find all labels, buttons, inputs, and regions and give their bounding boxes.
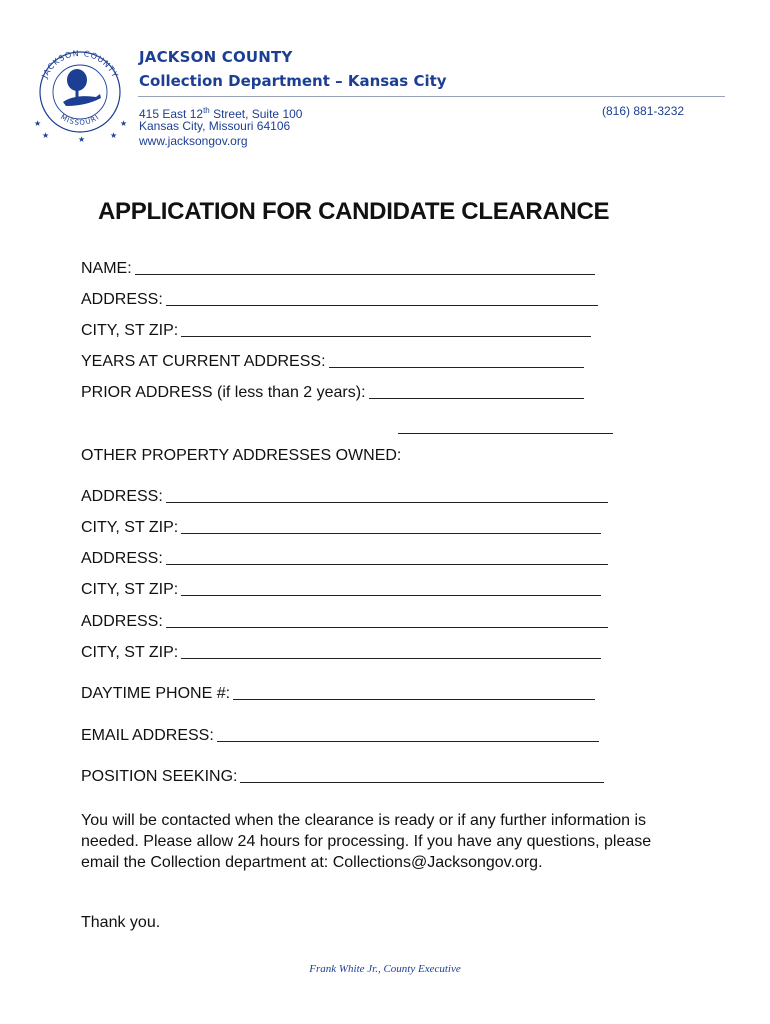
- svg-text:★: ★: [120, 119, 128, 128]
- city-st-zip-field: CITY, ST ZIP:: [81, 322, 591, 340]
- instructions-paragraph: You will be contacted when the clearance is ready or if any further information is needed. Please allow 24 hours for processing. If you have any questions, please email the Collection department at: Collections@Jacksongov.org.: [81, 812, 652, 871]
- department-name: Collection Department – Kansas City: [139, 72, 447, 90]
- position-seeking-field: POSITION SEEKING:: [81, 768, 604, 786]
- footer-executive: Frank White Jr., County Executive: [309, 963, 461, 975]
- property-address-input-line-1[interactable]: [166, 501, 608, 503]
- name-field: NAME:: [81, 260, 595, 278]
- prior-address-field: PRIOR ADDRESS (if less than 2 years):: [81, 384, 584, 402]
- svg-text:★: ★: [42, 131, 50, 140]
- daytime-phone-input-line[interactable]: [233, 698, 595, 700]
- address-input-line[interactable]: [166, 304, 598, 306]
- property-address-field-3: ADDRESS:: [81, 613, 608, 631]
- svg-text:★: ★: [78, 135, 86, 144]
- daytime-phone-field: DAYTIME PHONE #:: [81, 685, 595, 703]
- years-at-address-input-line[interactable]: [329, 366, 584, 368]
- property-address-input-line-3[interactable]: [166, 626, 608, 628]
- property-address-field-2: ADDRESS:: [81, 550, 608, 568]
- other-properties-heading: OTHER PROPERTY ADDRESSES OWNED:: [81, 447, 402, 464]
- svg-text:MISSOURI: MISSOURI: [59, 113, 102, 128]
- city-state-zip: Kansas City, Missouri 64106: [139, 119, 291, 133]
- property-address-input-line-2[interactable]: [166, 563, 608, 565]
- header-divider: [138, 96, 725, 97]
- street-address: 415 East 12th Street, Suite 100: [139, 106, 303, 121]
- jackson-county-seal-logo: [30, 42, 130, 147]
- closing-text: Thank you.: [81, 914, 161, 931]
- property-city-input-line-1[interactable]: [181, 532, 601, 534]
- county-name: JACKSON COUNTY: [139, 48, 293, 66]
- prior-address-input-line[interactable]: [369, 397, 584, 399]
- name-input-line[interactable]: [135, 273, 595, 275]
- property-city-field-3: CITY, ST ZIP:: [81, 644, 601, 662]
- years-at-address-field: YEARS AT CURRENT ADDRESS:: [81, 353, 584, 371]
- svg-text:★: ★: [110, 131, 118, 140]
- email-input-line[interactable]: [217, 740, 599, 742]
- office-phone: (816) 881-3232: [602, 104, 685, 118]
- svg-text:★: ★: [34, 119, 42, 128]
- property-city-field-2: CITY, ST ZIP:: [81, 581, 601, 599]
- address-field: ADDRESS:: [81, 291, 598, 309]
- property-city-input-line-2[interactable]: [181, 594, 601, 596]
- position-seeking-input-line[interactable]: [240, 781, 604, 783]
- website-link[interactable]: www.jacksongov.org: [139, 134, 248, 148]
- property-city-input-line-3[interactable]: [181, 657, 601, 659]
- property-city-field-1: CITY, ST ZIP:: [81, 519, 601, 537]
- email-field: EMAIL ADDRESS:: [81, 727, 599, 745]
- property-address-field-1: ADDRESS:: [81, 488, 608, 506]
- svg-text:JACKSON COUNTY: JACKSON COUNTY: [40, 48, 120, 80]
- prior-address-continuation-line[interactable]: [398, 433, 613, 434]
- city-st-zip-input-line[interactable]: [181, 335, 591, 337]
- form-title: APPLICATION FOR CANDIDATE CLEARANCE: [98, 198, 610, 225]
